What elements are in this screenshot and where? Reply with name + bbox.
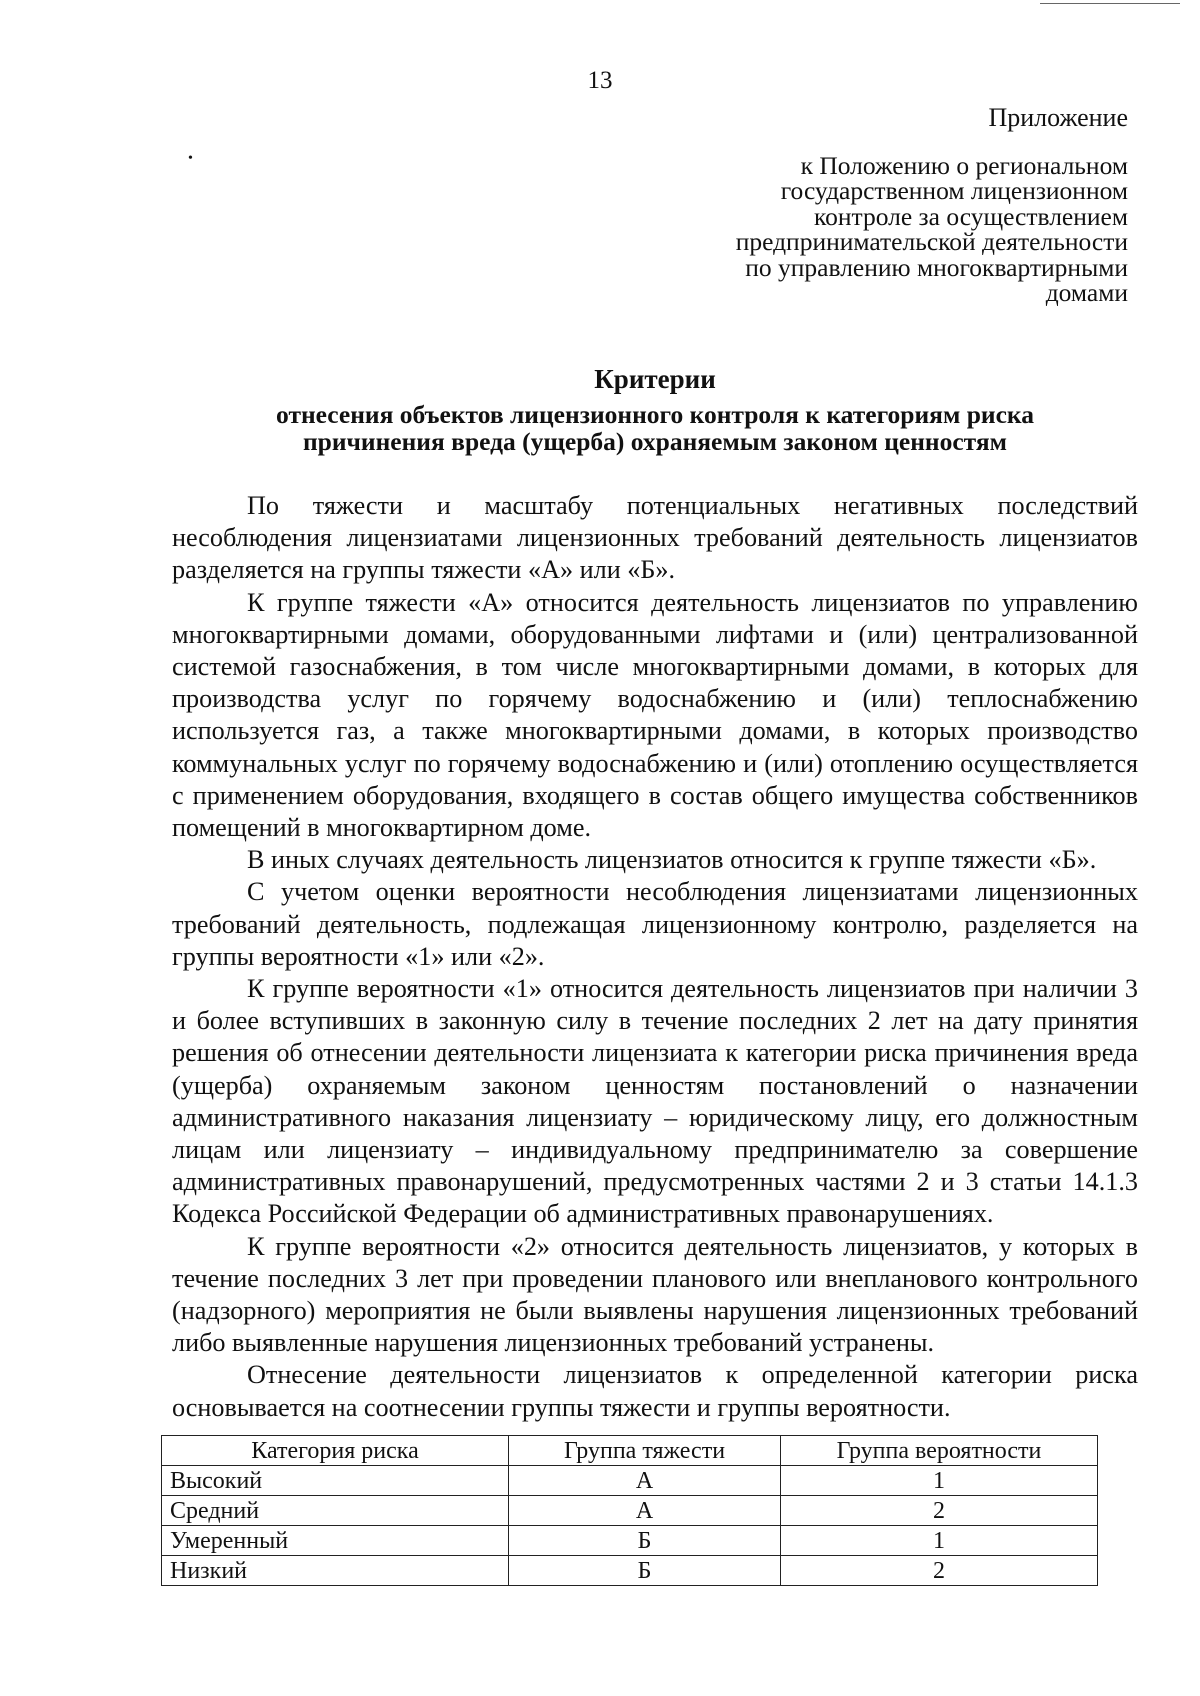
header-probability-group: Группа вероятности [781,1436,1098,1466]
cell-probability-group: 2 [781,1496,1098,1526]
cell-risk-category: Высокий [162,1466,509,1496]
cell-severity-group: Б [509,1556,781,1586]
body-text [172,490,1138,1424]
paragraph: К группе вероятности «2» относится деятельность лицензиатов, у которых в течение последних 3 лет при проведении планового или внепланового контрольного (надзорного) мероприятия не были выявлены нарушения лицензионных требований либо выявленные нарушения лицензионных требований устранены. [172,1231,1138,1358]
cell-severity-group: А [509,1496,781,1526]
risk-category-table [161,1435,1098,1586]
table-row [162,1556,1098,1586]
header-risk-category: Категория риска [162,1436,509,1466]
paragraph: В иных случаях деятельность лицензиатов относится к группе тяжести «Б». [247,845,1097,875]
appendix-title: Приложение [988,103,1128,132]
heading-subtitle-line: отнесения объектов лицензионного контроля к категориям риска [276,400,1034,429]
appendix-line: домами [1045,278,1128,307]
paragraph: К группе тяжести «А» относится деятельность лицензиатов по управлению многоквартирными домами, оборудованными лифтами и (или) централизованной системой газоснабжения, в том числе многоквартирными домами, в которых для производства услуг по горячему водоснабжению и (или) теплоснабжению используется газ, а также многоквартирными домами, в которых производство коммунальных услуг по горячему водоснабжению и (или) отоплению осуществляется с применением оборудования, входящего в состав общего имущества собственников помещений в многоквартирном доме. [172,587,1138,843]
cell-risk-category: Умеренный [162,1526,509,1556]
cell-severity-group: Б [509,1526,781,1556]
appendix-line: контроле за осуществлением [814,201,1128,231]
cell-severity-group: А [509,1466,781,1496]
appendix-line: к Положению о региональном [800,150,1128,180]
paragraph: С учетом оценки вероятности несоблюдения лицензиатами лицензионных требований деятельность, подлежащая лицензионному контролю, разделяется на группы вероятности «1» или «2». [172,877,1138,971]
table-row [162,1466,1098,1496]
scan-speck: • [188,151,193,166]
paragraph: По тяжести и масштабу потенциальных негативных последствий несоблюдения лицензиатами лицензионных требований деятельность лицензиатов разделяется на группы тяжести «А» или «Б». [172,491,1138,585]
heading-title: Критерии [594,364,716,394]
appendix-line: предпринимательской деятельности [735,227,1128,256]
heading-subtitle-line: причинения вреда (ущерба) охраняемым законом ценностям [302,427,1008,456]
appendix-block [588,105,1128,306]
cell-risk-category: Средний [162,1496,509,1526]
table-row [162,1496,1098,1526]
document-heading [172,362,1138,455]
appendix-line: по управлению многоквартирными [745,252,1128,282]
table-row [162,1526,1098,1556]
paragraph: К группе вероятности «1» относится деятельность лицензиатов при наличии 3 и более вступивших в законную силу в течение последних 2 лет на дату принятия решения об отнесении деятельности лицензиата к категории риска причинения вреда (ущерба) охраняемым законом ценностям постановлений о назначении административного наказания лицензиату – юридическому лицу, его должностным лицам или лицензиату – индивидуальному предпринимателю за совершение административных правонарушений, предусмотренных частями 2 и 3 статьи 14.1.3 Кодекса Российской Федерации об административных правонарушениях. [172,974,1138,1229]
cell-risk-category: Низкий [162,1556,509,1586]
table-header-row [162,1436,1098,1466]
cell-probability-group: 1 [781,1526,1098,1556]
cell-probability-group: 2 [781,1556,1098,1586]
cell-probability-group: 1 [781,1466,1098,1496]
top-edge-line [1040,3,1180,4]
appendix-line: государственном лицензионном [780,176,1128,205]
header-severity-group: Группа тяжести [509,1436,781,1466]
page-number: 13 [587,67,613,94]
paragraph: Отнесение деятельности лицензиатов к определенной категории риска основывается на соотнесении группы тяжести и группы вероятности. [172,1360,1138,1422]
